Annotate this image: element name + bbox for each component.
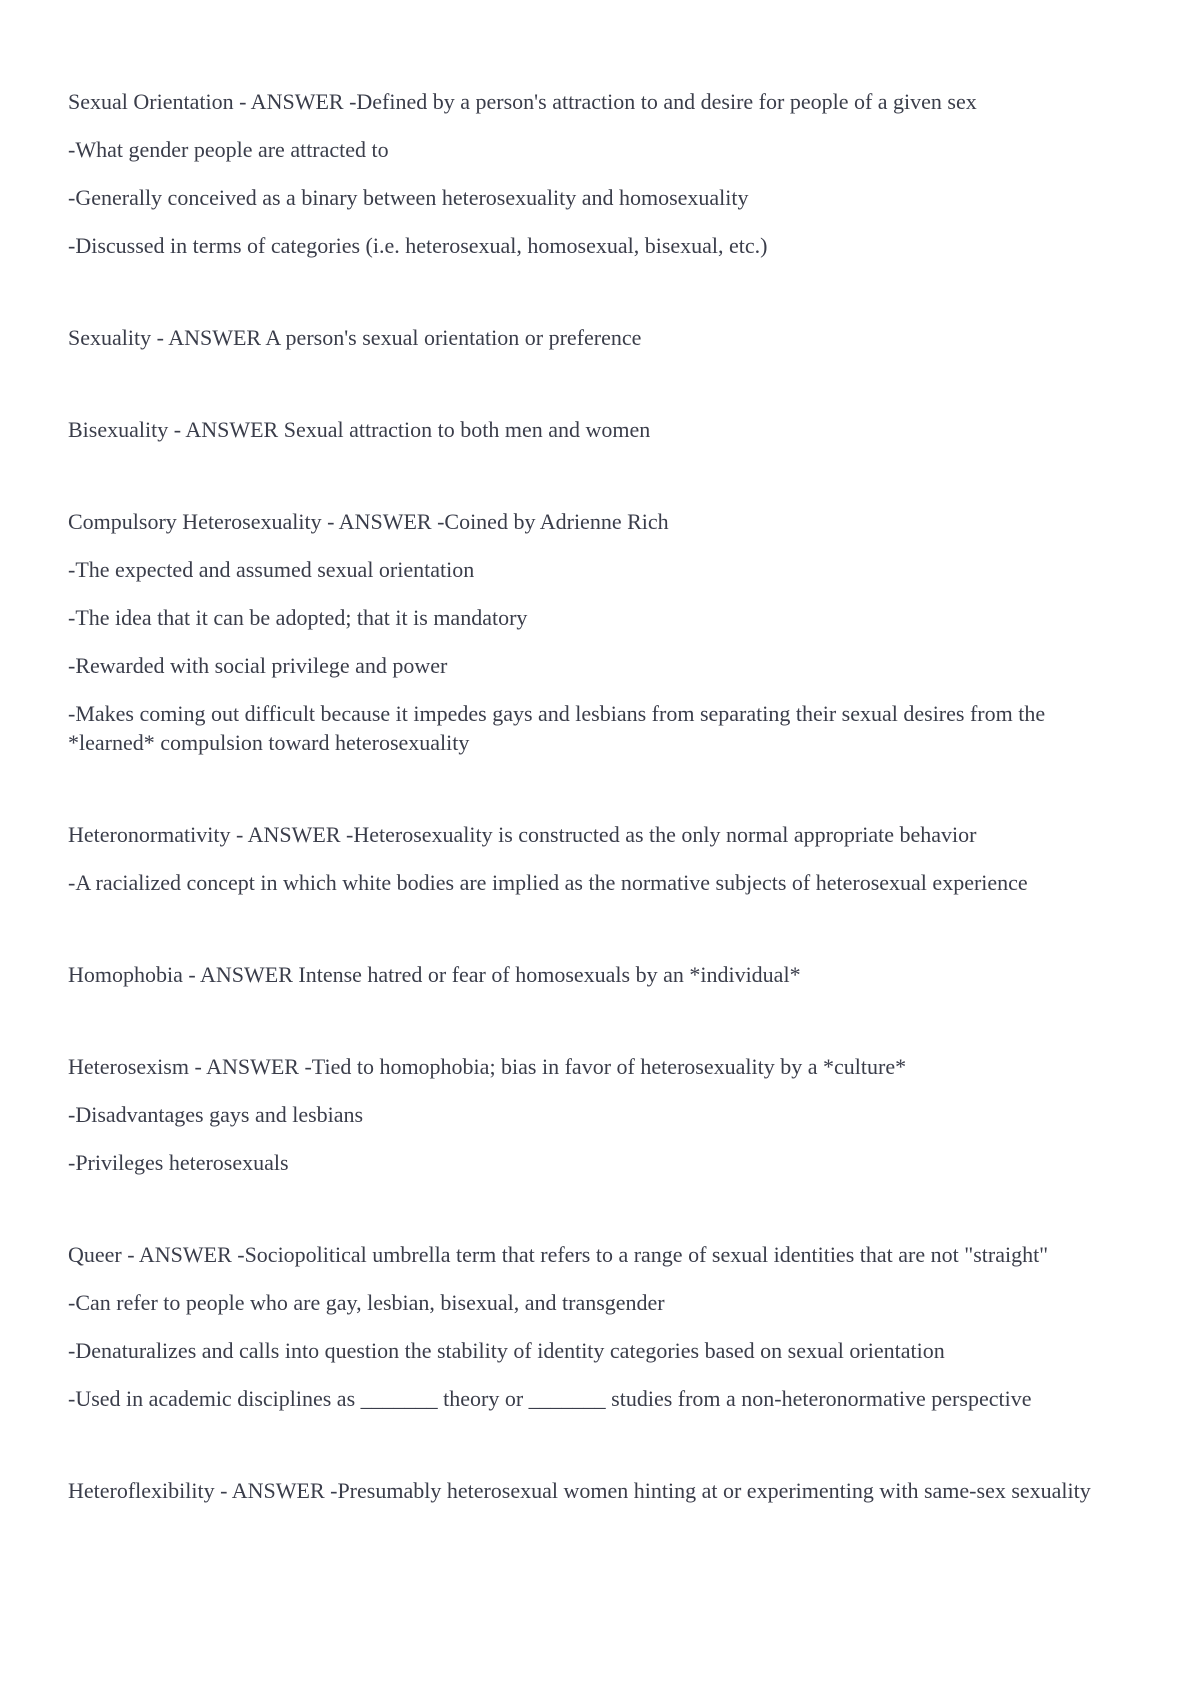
entry-heteroflexibility bbox=[68, 1476, 1131, 1505]
entry-bisexuality bbox=[68, 415, 1131, 444]
entry-heteronormativity bbox=[68, 820, 1131, 897]
entry-line: Sexual Orientation - ANSWER -Defined by a person's attraction to and desire for people of a given sex bbox=[68, 89, 977, 114]
entry-line: Sexuality - ANSWER A person's sexual orientation or preference bbox=[68, 325, 642, 350]
entry-line: Homophobia - ANSWER Intense hatred or fear of homosexuals by an *individual* bbox=[68, 962, 801, 987]
entry-sexuality bbox=[68, 323, 1131, 352]
entry-line: -The expected and assumed sexual orientation bbox=[68, 557, 475, 582]
entry-line: -The idea that it can be adopted; that it is mandatory bbox=[68, 605, 528, 630]
entry-compulsory-heterosexuality bbox=[68, 507, 1131, 757]
entry-line: -A racialized concept in which white bodies are implied as the normative subjects of heterosexual experience bbox=[68, 870, 1028, 895]
entry-line: -Used in academic disciplines as _______ theory or _______ studies from a non-heteronormative perspective bbox=[68, 1386, 1032, 1411]
entry-line: -Can refer to people who are gay, lesbian, bisexual, and transgender bbox=[68, 1290, 665, 1315]
entry-heterosexism bbox=[68, 1052, 1131, 1177]
entry-line: Queer - ANSWER -Sociopolitical umbrella term that refers to a range of sexual identities that are not "straight" bbox=[68, 1242, 1049, 1267]
entry-line: -Makes coming out difficult because it impedes gays and lesbians from separating their sexual desires from the *learned* compulsion toward heterosexuality bbox=[68, 701, 1046, 755]
entry-line: -Generally conceived as a binary between heterosexuality and homosexuality bbox=[68, 185, 749, 210]
entry-line: -Denaturalizes and calls into question the stability of identity categories based on sexual orientation bbox=[68, 1338, 945, 1363]
entry-line: Heteroflexibility - ANSWER -Presumably heterosexual women hinting at or experimenting with same-sex sexuality bbox=[68, 1478, 1091, 1503]
entry-line: Heterosexism - ANSWER -Tied to homophobia; bias in favor of heterosexuality by a *culture* bbox=[68, 1054, 907, 1079]
entry-line: Compulsory Heterosexuality - ANSWER -Coined by Adrienne Rich bbox=[68, 509, 669, 534]
entry-line: -Privileges heterosexuals bbox=[68, 1150, 289, 1175]
entry-line: -Disadvantages gays and lesbians bbox=[68, 1102, 364, 1127]
entry-line: -Discussed in terms of categories (i.e. heterosexual, homosexual, bisexual, etc.) bbox=[68, 233, 768, 258]
entry-line: Bisexuality - ANSWER Sexual attraction to both men and women bbox=[68, 417, 651, 442]
entry-line: -What gender people are attracted to bbox=[68, 137, 389, 162]
entry-line: Heteronormativity - ANSWER -Heterosexuality is constructed as the only normal appropriate behavior bbox=[68, 822, 977, 847]
entry-line: -Rewarded with social privilege and power bbox=[68, 653, 448, 678]
entry-homophobia bbox=[68, 960, 1131, 989]
entry-queer bbox=[68, 1240, 1131, 1413]
entry-sexual-orientation bbox=[68, 87, 1131, 260]
